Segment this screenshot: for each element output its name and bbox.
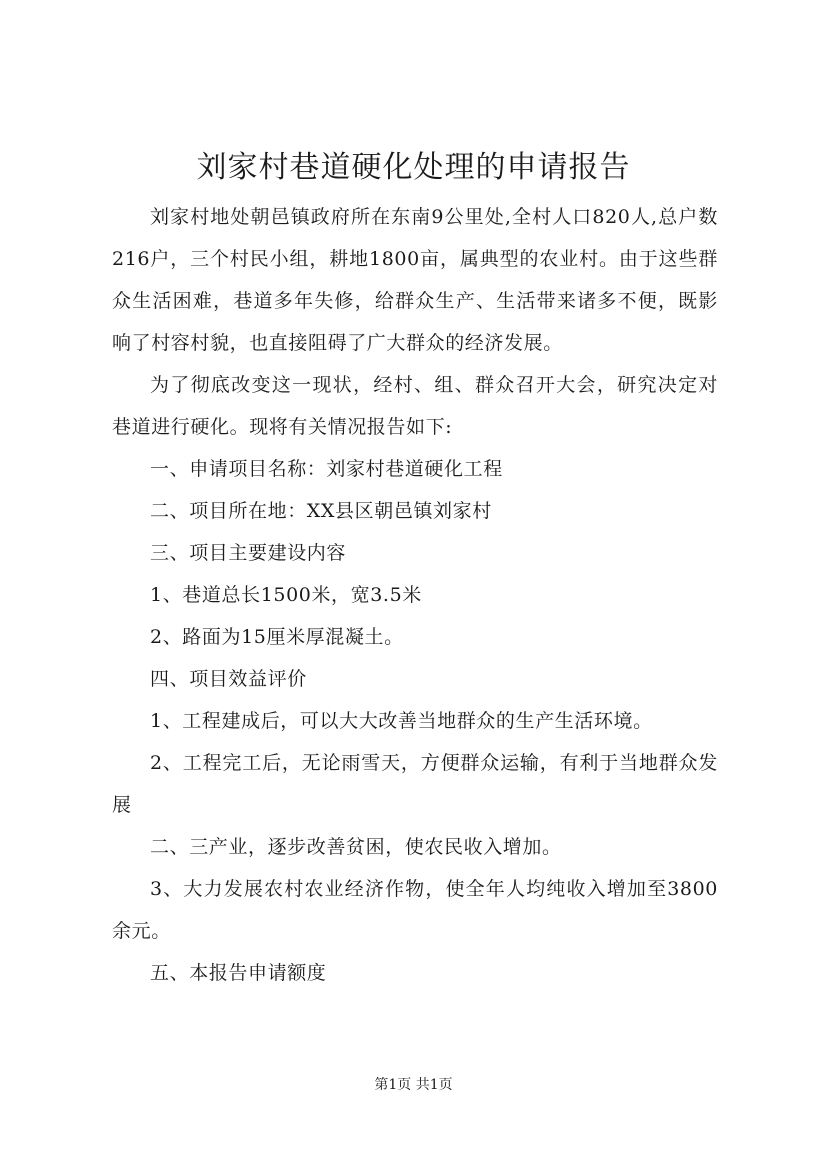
item-project-name: 一、申请项目名称：刘家村巷道硬化工程 — [150, 458, 503, 480]
document-body — [112, 196, 718, 994]
section-construction-content: 三、项目主要建设内容 — [150, 542, 347, 564]
item-benefit-transport: 2、工程完工后，无论雨雪天，方便群众运输，有利于当地群众发展 — [112, 752, 718, 816]
item-project-location: 二、项目所在地：XX县区朝邑镇刘家村 — [150, 500, 492, 522]
section-request-amount: 五、本报告申请额度 — [150, 962, 327, 984]
item-benefit-industry: 二、三产业，逐步改善贫困，使农民收入增加。 — [150, 836, 562, 858]
item-benefit-environment: 1、工程建成后，可以大大改善当地群众的生产生活环境。 — [150, 710, 653, 732]
item-road-surface: 2、路面为15厘米厚混凝土。 — [150, 626, 404, 648]
paragraph-intro: 刘家村地处朝邑镇政府所在东南9公里处,全村人口820人,总户数216户，三个村民小组，耕地1800亩，属典型的农业村。由于这些群众生活困难，巷道多年失修，给群众生产、生活带来诸多不便，既影响了村容村貌，也直接阻碍了广大群众的经济发展。 — [112, 206, 718, 354]
item-benefit-income: 3、大力发展农村农业经济作物，使全年人均纯收入增加至3800余元。 — [112, 878, 718, 942]
section-benefit-evaluation: 四、项目效益评价 — [150, 668, 307, 690]
paragraph-purpose: 为了彻底改变这一现状，经村、组、群众召开大会，研究决定对巷道进行硬化。现将有关情况报告如下: — [112, 374, 718, 438]
document-title: 刘家村巷道硬化处理的申请报告 — [196, 150, 631, 185]
item-road-length: 1、巷道总长1500米，宽3.5米 — [150, 584, 422, 606]
page-footer: 第1页 共1页 — [374, 1077, 453, 1093]
